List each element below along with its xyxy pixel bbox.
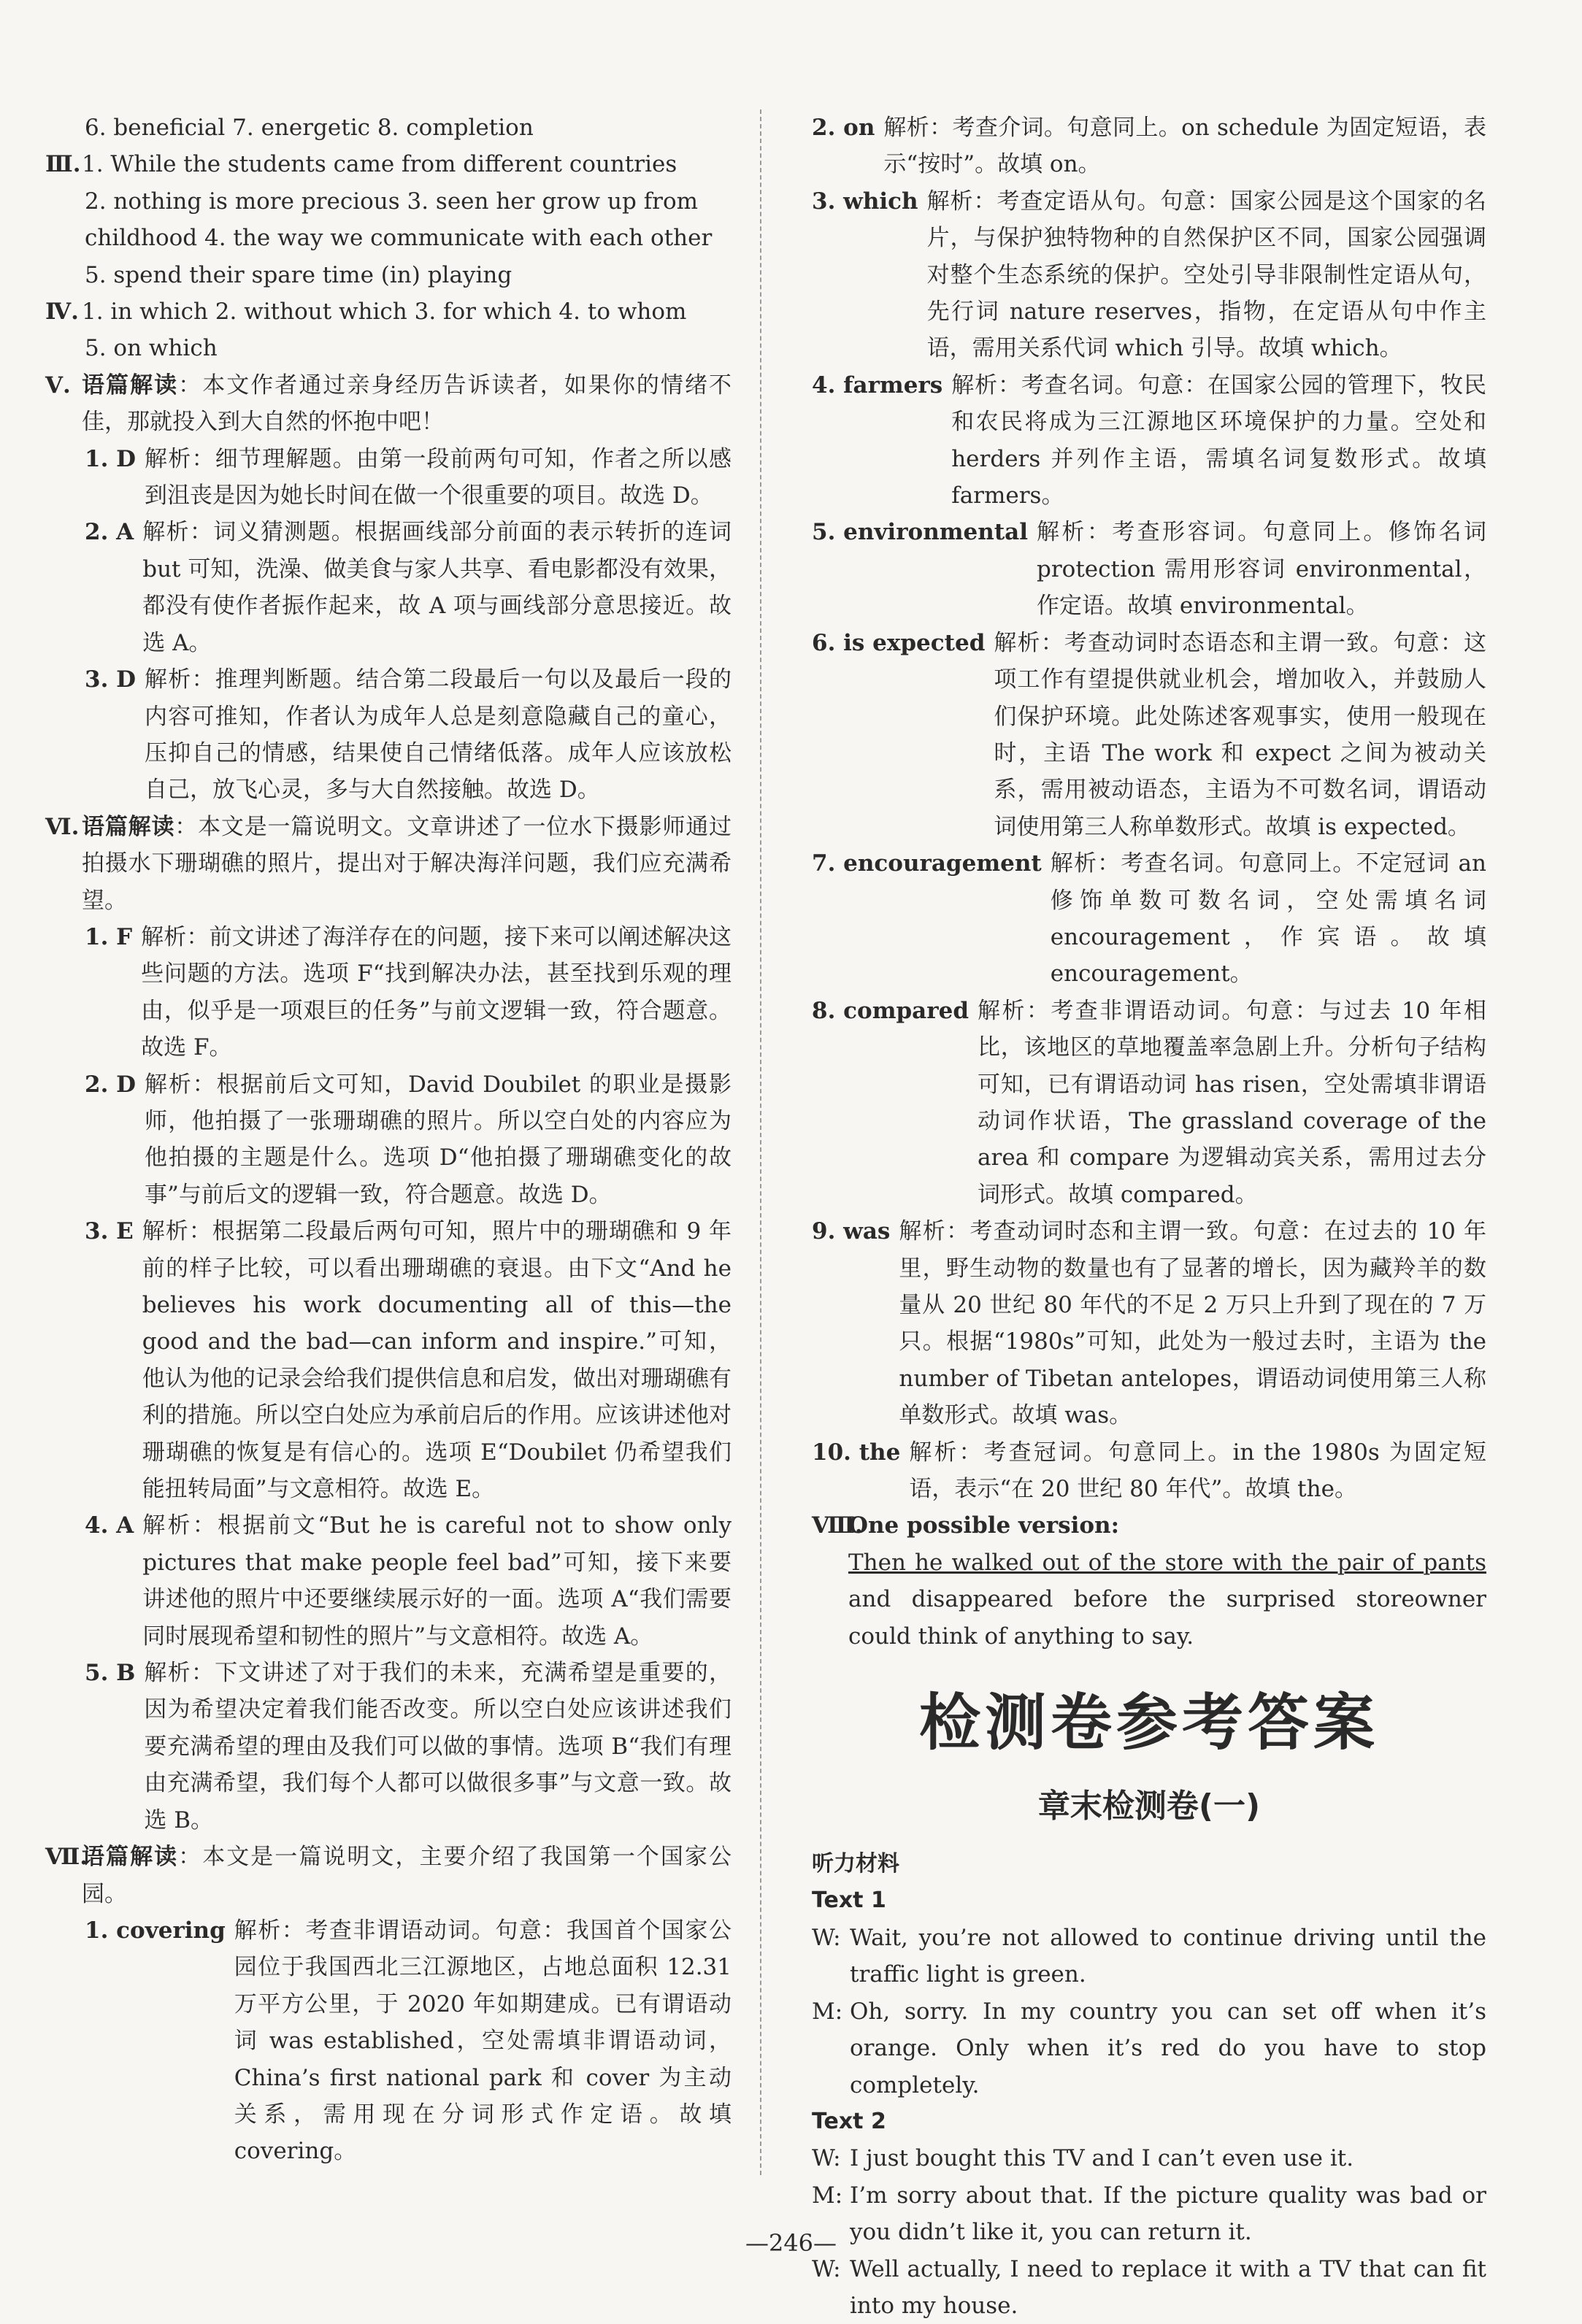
- question: [45, 1213, 732, 1507]
- explanation: 解析：考查形容词。句意同上。修饰名词 protection 需用形容词 environmental，作定语。故填 environmental。: [1037, 519, 1486, 620]
- speaker: W:: [812, 2255, 841, 2282]
- question: [812, 845, 1486, 993]
- answer-key: 1. D: [85, 445, 137, 472]
- answer-key: 1. F: [85, 923, 133, 950]
- question: [45, 514, 732, 661]
- question: [45, 1507, 732, 1655]
- answer-key: 2. D: [85, 1071, 137, 1098]
- passage-label: 语篇解读: [82, 372, 179, 399]
- answer-key: 9. was: [812, 1218, 891, 1245]
- section-title: 章末检测卷(一): [1037, 1788, 1261, 1825]
- explanation: 解析：下文讲述了对于我们的未来，充满希望是重要的，因为希望决定着我们能否改变。所以空白处应该讲述我们要充满希望的理由及我们可以做的事情。选项 B“我们有理由充满希望，我们每个人都可以做很多事”与文意一致。故选 B。: [144, 1660, 732, 1834]
- question: [812, 514, 1486, 624]
- question: [45, 1912, 732, 2170]
- dialogue-line: [812, 2251, 1486, 2324]
- question: [45, 661, 732, 809]
- explanation: 解析：考查名词。句意同上。不定冠词 an 修饰单数可数名词，空处需填名词 encouragement，作宾语。故填 encouragement。: [1050, 850, 1486, 988]
- column-divider: [760, 109, 761, 2175]
- answer-key: 3. E: [85, 1218, 134, 1245]
- right-column: [812, 109, 1486, 2324]
- section-7: [45, 1839, 732, 1912]
- explanation: 解析：根据前文“But he is careful not to show only pictures that make people feel bad”可知，接下来要讲述他的照片中还要继续展示好的一面。选项 A“我们需要同时展现希望和韧性的照片”与文意相符。故选 A。: [142, 1512, 732, 1650]
- explanation: 解析：前文讲述了海洋存在的问题，接下来可以阐述解决这些问题的方法。选项 F“找到解决办法，甚至找到乐观的理由，似乎是一项艰巨的任务”与前文逻辑一致，符合题意。故选 F。: [141, 923, 732, 1061]
- text-heading: Text 1: [812, 1888, 886, 1914]
- passage-summary: ：本文是一篇说明文。文章讲述了一位水下摄影师通过拍摄水下珊瑚礁的照片，提出对于解决海洋问题，我们应充满希望。: [82, 813, 732, 914]
- explanation: 解析：词义猜测题。根据画线部分前面的表示转折的连词 but 可知，洗澡、做美食与家人共享、看电影都没有效果，都没有使作者振作起来，故 A 项与画线部分意思接近。故选 A。: [142, 519, 732, 656]
- question: [812, 183, 1486, 367]
- question: [812, 367, 1486, 515]
- section-8: [812, 1507, 1486, 1544]
- utterance: Well actually, I need to replace it with a TV that can fit into my house.: [850, 2255, 1486, 2319]
- question: [812, 993, 1486, 1213]
- explanation: 解析：考查冠词。句意同上。in the 1980s 为固定短语，表示“在 20 世纪 80 年代”。故填 the。: [909, 1439, 1486, 1503]
- section-label: Ⅷ.: [812, 1512, 863, 1539]
- version-heading: One possible version:: [848, 1512, 1120, 1539]
- section-3: [45, 146, 732, 182]
- page-title: 检测卷参考答案: [918, 1687, 1379, 1759]
- passage-summary: ：本文是一篇说明文，主要介绍了我国第一个国家公园。: [82, 1844, 732, 1907]
- answer-line: 1. in which 2. without which 3. for which 4. to whom: [82, 299, 687, 326]
- question: [812, 109, 1486, 183]
- explanation: 解析：考查名词。句意：在国家公园的管理下，牧民和农民将成为三江源地区环境保护的力量。空处和 herders 并列作主语，需填名词复数形式。故填 farmers。: [951, 372, 1486, 509]
- explanation: 解析：考查定语从句。句意：国家公园是这个国家的名片，与保护独特物种的自然保护区不同，国家公园强调对整个生态系统的保护。空处引导非限制性定语从句，先行词 nature reserves，指物，在定语从句中作主语，需用关系代词 which 引导。故填 which。: [926, 188, 1486, 362]
- passage-label: 语篇解读: [82, 1844, 179, 1871]
- sample-continuation: and disappeared before the surprised storeowner could think of anything to say.: [848, 1586, 1486, 1650]
- answer-key: 1. covering: [85, 1917, 226, 1944]
- answer-key: 7. encouragement: [812, 850, 1042, 877]
- answer-line: 6. beneficial 7. energetic 8. completion: [85, 115, 534, 141]
- answer-key: 4. farmers: [812, 372, 943, 399]
- utterance: I just bought this TV and I can’t even use it.: [850, 2145, 1354, 2172]
- section-5: [45, 367, 732, 441]
- page-number: —246—: [745, 2229, 837, 2257]
- question: [812, 1213, 1486, 1434]
- answer-key: 5. B: [85, 1660, 136, 1687]
- section-label: Ⅲ.: [45, 151, 81, 178]
- utterance: Wait, you’re not allowed to continue driving until the traffic light is green.: [850, 1924, 1486, 1988]
- speaker: M:: [812, 2182, 843, 2209]
- text-heading: Text 2: [812, 2108, 886, 2134]
- answer-line: 1. While the students came from different countries: [82, 151, 677, 178]
- answer-key: 6. is expected: [812, 629, 986, 656]
- answer-line: 2. nothing is more precious 3. seen her grow up from: [85, 188, 699, 215]
- answer-key: 5. environmental: [812, 519, 1028, 546]
- answer-key: 3. which: [812, 188, 918, 215]
- answer-key: 4. A: [85, 1512, 134, 1539]
- explanation: 解析：考查动词时态和主谓一致。句意：在过去的 10 年里，野生动物的数量也有了显著的增长，因为藏羚羊的数量从 20 世纪 80 年代的不足 2 万只上升到了现在的 7 万只。根据“1980s”可知，此处为一般过去时，主语为 the number of Tibetan antelopes，谓语动词使用第三人称单数形式。故填 was。: [899, 1218, 1486, 1429]
- answer-line: childhood 4. the way we communicate with each other: [85, 225, 713, 252]
- utterance: I’m sorry about that. If the picture quality was bad or you didn’t like it, you can return it.: [850, 2182, 1486, 2246]
- section-label: Ⅴ.: [45, 372, 71, 399]
- section-label: Ⅳ.: [45, 299, 79, 326]
- answer-key: 8. compared: [812, 997, 969, 1024]
- dialogue-line: [812, 1993, 1486, 2104]
- left-column: [45, 109, 732, 2170]
- question: [45, 1066, 732, 1214]
- section-label: Ⅶ.: [45, 1844, 88, 1871]
- explanation: 解析：考查介词。句意同上。on schedule 为固定短语，表示“按时”。故填 on。: [883, 115, 1486, 178]
- answer-line: 5. spend their spare time (in) playing: [85, 261, 512, 288]
- underlined-sentence: Then he walked out of the store with the pair of pants: [848, 1549, 1486, 1576]
- answer-line: 5. on which: [85, 335, 218, 362]
- dialogue-line: [812, 1920, 1486, 1993]
- explanation: 解析：根据前后文可知，David Doubilet 的职业是摄影师，他拍摄了一张珊瑚礁的照片。所以空白处的内容应为他拍摄的主题是什么。选项 D“他拍摄了珊瑚礁变化的故事”与前后文的逻辑一致，符合题意。故选 D。: [145, 1071, 732, 1208]
- listening-heading: 听力材料: [812, 1851, 899, 1877]
- question: [812, 625, 1486, 845]
- passage-summary: ：本文作者通过亲身经历告诉读者，如果你的情绪不佳，那就投入到大自然的怀抱中吧！: [82, 372, 732, 436]
- writing-sample: [812, 1544, 1486, 1655]
- speaker: W:: [812, 2145, 841, 2172]
- passage-label: 语篇解读: [82, 813, 175, 840]
- explanation: 解析：考查非谓语动词。句意：与过去 10 年相比，该地区的草地覆盖率急剧上升。分析句子结构可知，已有谓语动词 has risen，空处需填非谓语动词作状语，The grassland coverage of the area 和 compare 为逻辑动宾关系，需用过去分词形式。故填 compared。: [978, 997, 1486, 1208]
- section-6: [45, 809, 732, 919]
- explanation: 解析：细节理解题。由第一段前两句可知，作者之所以感到沮丧是因为她长时间在做一个很重要的项目。故选 D。: [145, 445, 732, 509]
- question: [45, 441, 732, 515]
- answer-key: 2. A: [85, 519, 134, 546]
- question: [45, 919, 732, 1066]
- answer-key: 2. on: [812, 115, 875, 141]
- explanation: 解析：根据第二段最后两句可知，照片中的珊瑚礁和 9 年前的样子比较，可以看出珊瑚礁的衰退。由下文“And he believes his work documenting all of this—the good and the bad—can inform and inspire.”可知，他认为他的记录会给我们提供信息和启发，做出对珊瑚礁有利的措施。所以空白处应为承前启后的作用。应该讲述他对珊瑚礁的恢复是有信心的。选项 E“Doubilet 仍希望我们能扭转局面”与文意相符。故选 E。: [142, 1218, 732, 1503]
- explanation: 解析：考查动词时态语态和主谓一致。句意：这项工作有望提供就业机会，增加收入，并鼓励人们保护环境。此处陈述客观事实，使用一般现在时，主语 The work 和 expect 之间为被动关系，需用被动语态，主语为不可数名词，谓语动词使用第三人称单数形式。故填 is expected。: [994, 629, 1486, 840]
- question: [45, 1655, 732, 1839]
- speaker: W:: [812, 1924, 841, 1951]
- dialogue-line: [812, 2140, 1486, 2177]
- speaker: M:: [812, 1998, 843, 2025]
- section-4: [45, 293, 732, 330]
- answer-key: 3. D: [85, 666, 137, 693]
- explanation: 解析：推理判断题。结合第二段最后一句以及最后一段的内容可推知，作者认为成年人总是刻意隐藏自己的童心，压抑自己的情感，结果使自己情绪低落。成年人应该放松自己，放飞心灵，多与大自然接触。故选 D。: [145, 666, 732, 804]
- answer-key: 10. the: [812, 1439, 901, 1466]
- question: [812, 1434, 1486, 1508]
- explanation: 解析：考查非谓语动词。句意：我国首个国家公园位于我国西北三江源地区，占地总面积 12.31 万平方公里，于 2020 年如期建成。已有谓语动词 was established，空处需填非谓语动词，China’s first national park 和 cover 为主动关系，需用现在分词形式作定语。故填 covering。: [234, 1917, 732, 2165]
- utterance: Oh, sorry. In my country you can set off when it’s orange. Only when it’s red do you have to stop completely.: [850, 1998, 1486, 2098]
- section-label: Ⅵ.: [45, 813, 80, 840]
